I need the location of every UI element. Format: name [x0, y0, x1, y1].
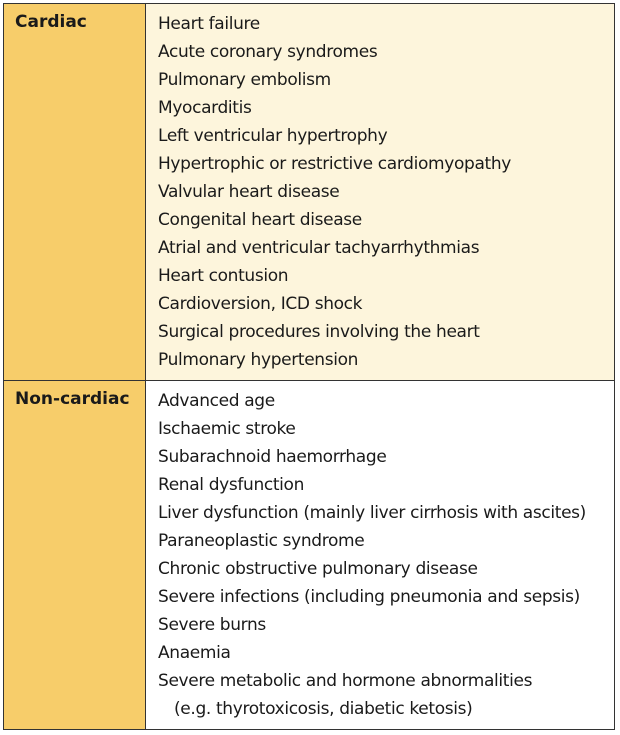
list-item: Acute coronary syndromes	[158, 42, 378, 62]
table-row-cardiac	[4, 4, 614, 381]
list-item: Chronic obstructive pulmonary disease	[158, 559, 478, 579]
list-item-continuation: (e.g. thyrotoxicosis, diabetic ketosis)	[174, 699, 473, 719]
list-item: Subarachnoid haemorrhage	[158, 447, 387, 467]
list-item: Hypertrophic or restrictive cardiomyopathy	[158, 154, 511, 174]
list-item: Surgical procedures involving the heart	[158, 322, 480, 342]
table-row-noncardiac	[4, 381, 614, 729]
list-item: Pulmonary hypertension	[158, 350, 359, 370]
list-item: Paraneoplastic syndrome	[158, 531, 365, 551]
list-item: Myocarditis	[158, 98, 252, 118]
noncardiac-item-list	[146, 381, 614, 729]
list-item: Cardioversion, ICD shock	[158, 294, 363, 314]
list-item: Renal dysfunction	[158, 475, 305, 495]
list-item: Liver dysfunction (mainly liver cirrhosis with ascites)	[158, 503, 586, 523]
category-label-cardiac: Cardiac	[4, 4, 146, 380]
cardiac-item-list	[146, 4, 614, 380]
list-item: Ischaemic stroke	[158, 419, 296, 439]
list-item: Severe metabolic and hormone abnormalities	[158, 671, 533, 691]
list-item: Congenital heart disease	[158, 210, 362, 230]
list-item: Anaemia	[158, 643, 231, 663]
list-item: Advanced age	[158, 391, 275, 411]
list-item: Severe burns	[158, 615, 266, 635]
list-item: Heart failure	[158, 14, 260, 34]
causes-table	[3, 3, 615, 730]
category-label-noncardiac: Non-cardiac	[4, 381, 146, 729]
list-item: Atrial and ventricular tachyarrhythmias	[158, 238, 480, 258]
list-item: Left ventricular hypertrophy	[158, 126, 388, 146]
list-item: Valvular heart disease	[158, 182, 340, 202]
list-item: Pulmonary embolism	[158, 70, 331, 90]
list-item: Severe infections (including pneumonia and sepsis)	[158, 587, 580, 607]
list-item: Heart contusion	[158, 266, 289, 286]
